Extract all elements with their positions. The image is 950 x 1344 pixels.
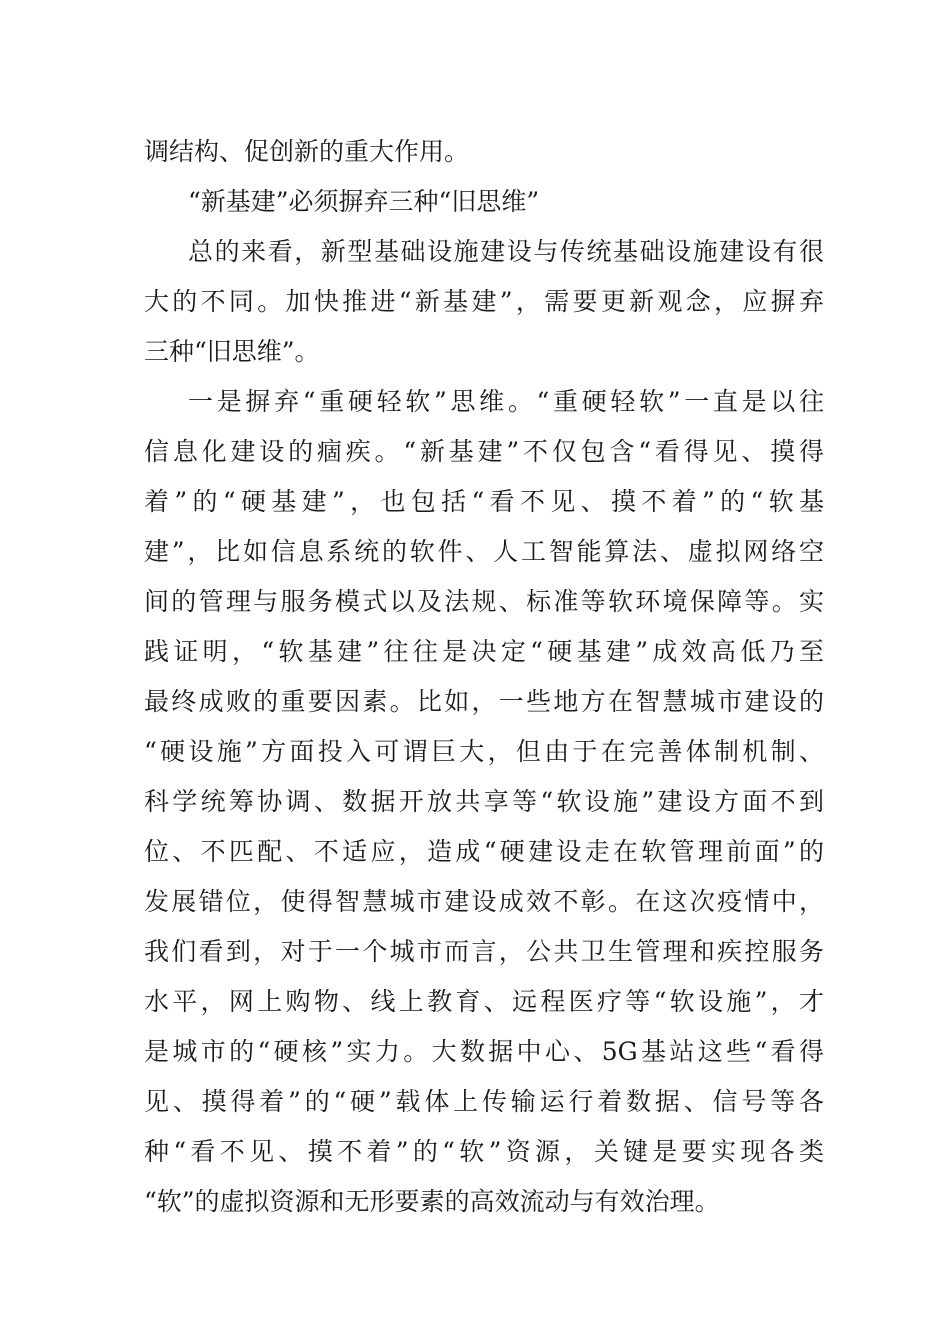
text-line: 科学统筹协调、数据开放共享等“软设施”建设方面不到 <box>144 787 824 816</box>
text-line: 建”，比如信息系统的软件、人工智能算法、虚拟网络空 <box>144 537 824 566</box>
text-line: 三种“旧思维”。 <box>144 337 320 366</box>
text-line: 是城市的“硬核”实力。大数据中心、5G基站这些“看得 <box>144 1037 824 1066</box>
text-line: “硬设施”方面投入可谓巨大，但由于在完善体制机制、 <box>144 737 824 766</box>
text-line: 最终成败的重要因素。比如，一些地方在智慧城市建设的 <box>144 687 824 716</box>
text-line: “软”的虚拟资源和无形要素的高效流动与有效治理。 <box>144 1187 720 1216</box>
text-line: 水平，网上购物、线上教育、远程医疗等“软设施”，才 <box>144 987 824 1016</box>
text-line: 着”的“硬基建”，也包括“看不见、摸不着”的“软基 <box>144 487 824 516</box>
text-line: 位、不匹配、不适应，造成“硬建设走在软管理前面”的 <box>144 837 824 866</box>
text-line: 总的来看，新型基础设施建设与传统基础设施建设有很 <box>188 237 824 266</box>
text-line: 信息化建设的痼疾。“新基建”不仅包含“看得见、摸得 <box>144 437 824 466</box>
section-heading: “新基建”必须摒弃三种“旧思维” <box>188 187 540 216</box>
text-line: 我们看到，对于一个城市而言，公共卫生管理和疾控服务 <box>144 937 824 966</box>
text-line: 间的管理与服务模式以及法规、标准等软环境保障等。实 <box>144 587 824 616</box>
text-line: 种“看不见、摸不着”的“软”资源，关键是要实现各类 <box>144 1137 824 1166</box>
text-line: 大的不同。加快推进“新基建”，需要更新观念，应摒弃 <box>144 287 824 316</box>
text-line: 调结构、促创新的重大作用。 <box>144 137 470 166</box>
text-line: 发展错位，使得智慧城市建设成效不彰。在这次疫情中， <box>144 887 824 916</box>
text-line: 一是摒弃“重硬轻软”思维。“重硬轻软”一直是以往 <box>188 387 824 416</box>
text-line: 践证明，“软基建”往往是决定“硬基建”成效高低乃至 <box>144 637 824 666</box>
text-line: 见、摸得着”的“硬”载体上传输运行着数据、信号等各 <box>144 1087 824 1116</box>
